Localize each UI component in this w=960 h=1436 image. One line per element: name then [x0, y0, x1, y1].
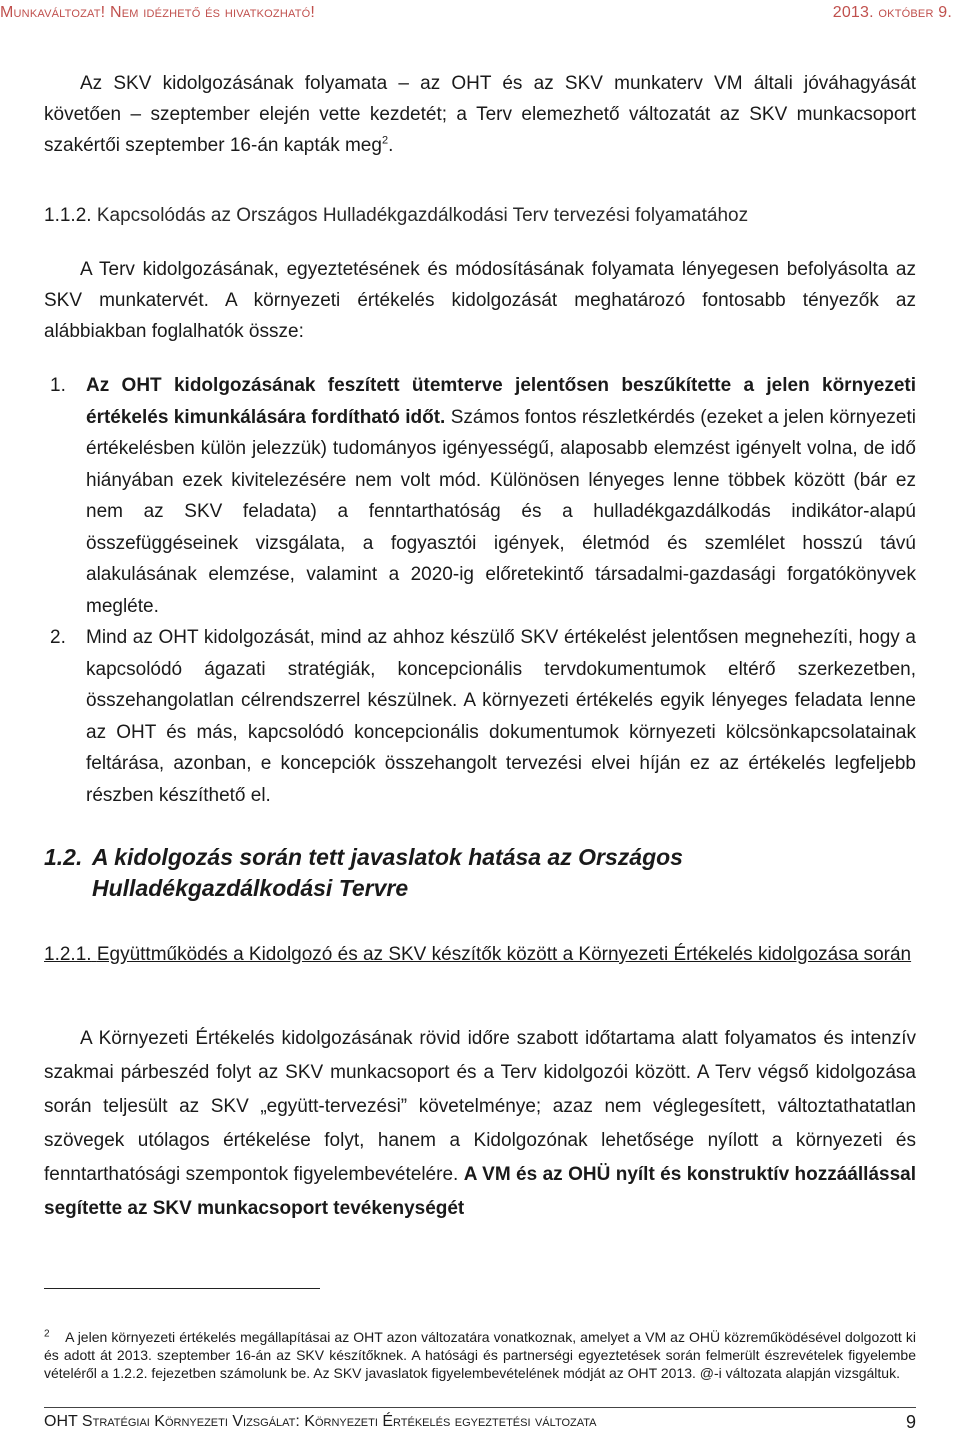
list-item-text: Számos fontos részletkérdés (ezeket a jelen környezeti értékelésben külön jelezzük) tudományos igényességű, alaposabb elemzést igényelt volna, de idő hiányában ezek kivitelezésére nem volt mód. Különösen lényeges lenne többek között (bár ez nem az SKV feladata) a fenntarthatóság és a hulladékgazdálkodás indikátor-alapú összefüggéseinek vizsgálata, a fogyasztói igények, életmód és szemlélet hosszú távú alakulásának elemzése, valamint a 2020-ig előretekintő társadalmi-gazdasági forgatókönyvek megléte.	[86, 406, 916, 617]
intro-paragraph	[44, 68, 916, 161]
cooperation-text: A Környezeti Értékelés kidolgozásának rövid időre szabott időtartama alatt folyamatos és intenzív szakmai párbeszéd folyt az SKV munkacsoport és a Terv kidolgozói között. A Terv végső kidolgozása során teljesült az SKV „együtt-tervezési” követelménye; azaz nem véglegesített, változtathatatlan szövegek utólagos értékelése folyt, hanem a Kidolgozónak lehetősége nyílott a környezeti és fenntarthatósági szempontok figyelembevételére.	[44, 1028, 916, 1185]
list-item-text: Mind az OHT kidolgozását, mind az ahhoz készülő SKV értékelést jelentősen megnehezíti, hogy a kapcsolódó ágazati stratégiák, koncepcionális tervdokumentumok eltérő szerkezetben, összehangolatlan célrendszerrel készülnek. A környezeti értékelés egyik lényeges feladata lenne az OHT és más, kapcsolódó koncepcionális dokumentumok környezeti kölcsönkapcsolatainak feltárása, azonban, e koncepciók összehangolt tervezési elvei híján ez az értékelés legfeljebb részben készíthető el.	[86, 627, 916, 806]
list-item	[44, 622, 916, 811]
list-marker: 2.	[50, 627, 66, 648]
intro-end: .	[388, 135, 394, 156]
page-number: 9	[905, 1412, 916, 1432]
list-marker: 1.	[50, 375, 66, 396]
footer-document-title: OHT Stratégiai Környezeti Vizsgálat: Környezeti Értékelés egyeztetési változata	[44, 1413, 597, 1430]
footnote-number: 2	[44, 1328, 50, 1340]
subsubsection-number: 1.2.1.	[44, 944, 92, 965]
subsection-paragraph: A Terv kidolgozásának, egyeztetésének és módosításának folyamata lényegesen befolyásolta az SKV munkatervét. A környezeti értékelés kidolgozását meghatározó fontosabb tényezők az alábbiakban foglalhatók össze:	[44, 259, 916, 342]
footnote	[44, 1328, 916, 1382]
list-item	[44, 370, 916, 622]
section-title: A kidolgozás során tett javaslatok hatása az Országos Hulladékgazdálkodási Tervre	[92, 844, 683, 901]
page-footer	[44, 1407, 916, 1431]
header-left-notice: Munkaváltozat! Nem idézhető és hivatkozható!	[0, 4, 316, 21]
footnote-separator	[44, 1288, 320, 1289]
cooperation-bold-text: A VM és az OHÜ nyílt és konstruktív hozzáállással segítette az SKV munkacsoport tevékenységét	[44, 1164, 916, 1219]
subsection-number: 1.1.2.	[44, 205, 92, 226]
page-header	[0, 4, 960, 30]
header-date: 2013. október 9.	[832, 4, 952, 21]
list-item-bold: Az OHT kidolgozásának feszített ütemterve jelentősen beszűkítette a jelen környezeti értékelés kimunkálására fordítható időt.	[86, 375, 916, 428]
section-number: 1.2.	[44, 844, 83, 870]
subsection-title: Kapcsolódás az Országos Hulladékgazdálkodási Terv tervezési folyamatához	[96, 205, 749, 226]
factor-list	[44, 370, 916, 811]
section-heading	[44, 842, 916, 904]
subsubsection-heading	[44, 941, 916, 969]
cooperation-paragraph	[44, 1022, 916, 1226]
footnote-ref[interactable]: 2	[381, 134, 389, 147]
subsection-heading	[44, 205, 748, 227]
subsubsection-title: Együttműködés a Kidolgozó és az SKV készítők között a Környezeti Értékelés kidolgozása során	[96, 944, 912, 965]
footnote-text: A jelen környezeti értékelés megállapításai az OHT azon változatára vonatkoznak, amelyet a VM az OHÜ közreműködésével dolgozott ki és adott át 2013. szeptember 16-án az SKV készítőknek. A hatósági és partnerségi egyeztetések során felmerült észrevételek figyelembe vételéről a 1.2.2. fejezetben számolunk be. Az SKV javaslatok figyelembevételének módját az OHT 2013. @-i változata alapján vizsgáltuk.	[44, 1329, 916, 1381]
intro-text: Az SKV kidolgozásának folyamata – az OHT és az SKV munkaterv VM általi jóváhagyását követően – szeptember elején vette kezdetét; a Terv elemezhető változatát az SKV munkacsoport szakértői szeptember 16-án kapták meg	[44, 73, 916, 156]
